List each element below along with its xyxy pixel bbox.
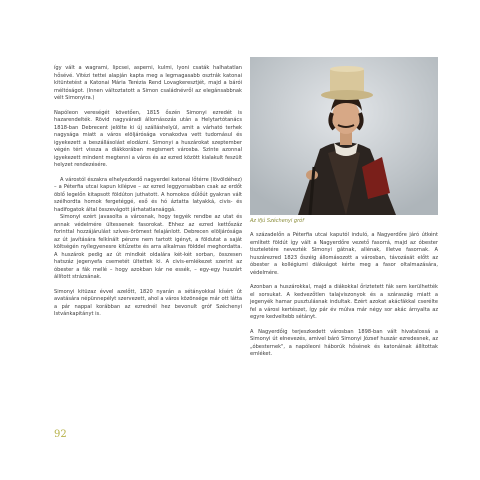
paragraph-4: Simonyi ezért javasolta a városnak, hogy tegyék rendbe az utat és annak védelmére ültessenek fasorokat. Ehhez az ezred kettőszáz forinttal hozzájárulást szíves-örömest felajánlott. Debrecen elöljárósága az út javítására felkínált pénzre nem tartott igényt, a földutat a saját költségén nyílegyenesre kitűzette és arra alkalmas földdel meghordatta. A huszárok pedig az út mindkét oldalára két-két sorban, összesen hatszáz jegenyefa csemetét ültettek ki. A civis-emlékezet szerint az óbester a fák mellé – hogy azokban kár ne essék, – egy-egy huszárt állított strázsának. bbox=[54, 214, 242, 280]
paragraph-2: Napóleon vereségét követően, 1815 őszén Simonyi ezredét is hazarendelték. Rövid nagyváradi állomásozás után a Helytartótanács 1818-ban Debrecent jelölte ki új szálláshelyül, amit a várható terhek nagysága miatt a város elöljárósága vonakodva vett tudomásul és igyekezett a beszállásolást elodázni. Simonyi a huszárokat szeptember végén tért vissza a diákkorában megismert városba. Szinte azonnal igyekezett mindent megtenni a város és az ezred között kialakult feszült helyzet rendezésére. bbox=[54, 109, 242, 168]
paragraph-7: Azonban a huszárokkal, majd a diákokkal őriztetett fák sem kerülhették el sorsukat. A kedvezőtlen talajviszonyok és a száraszág miatt a jegenyék hamar pusztulásnak indultak. Ezért azokat akácfákkal cserélte fel a városi kertészet, így pár év múlva már négy sor akác árnyalta az egyre kedveltebb sétányt. bbox=[250, 284, 438, 320]
image-caption: Az ifjú Széchenyi gróf bbox=[250, 218, 304, 224]
paragraph-3: A várostól északra elhelyezkedő nagyerdei katonai lőtérre (lövöldéhez) – a Péterfia utcai kapun kilépve – az ezred leggyorsabban csak az erdőt öblő legelőn kitapsott földúton juthatott. A homokos dűlőút gyakran vált szélhordta homok fergetéggé, eső és hó áztatta latyakká, civis- és hadifogatok által összevágott járhatatlansággá. bbox=[54, 176, 242, 213]
portrait-image bbox=[250, 57, 438, 215]
page-number: 92 bbox=[54, 429, 67, 440]
paragraph-1: így vált a wagrami, lipcsei, asperni, kulmi, lyoni csaták halhatatlan hősévé. Vitézi tettei alapján kapta meg a legmagasabb osztrák katonai kitüntetést a Katonai Mária Terézia Rend Lovagkeresztjét, majd a bárói méltóságot. (Innen változtatott a Simon családnévről az elegánsabbnak vélt Simonyira.) bbox=[54, 65, 242, 101]
paragraph-8: A Nagyerdőig terjeszkedett városban 1898-ban vált hivatalossá a Simonyi út elnevezés, amivel báró Simonyi József huszár ezredesnek, az „óbesternek", a napóleoni háborúk hősének és katonáinak állítottak emléket. bbox=[250, 328, 438, 357]
paragraph-5: Simonyi kitüzaz évvel azelőtt, 1820 nyarán a sétányokkal kísért út avatására népünnepélyt szervezett, ahol a város közönsége már ott látta a pár nappal korábban az ezrednél hez bevonult gróf Széchenyi Istvánkapitányt is. bbox=[54, 288, 242, 317]
left-column bbox=[54, 65, 242, 326]
paragraph-6: A századelőn a Péterfia utcai kaputól induló, a Nagyerdőre járó útként említett földút így vált a Nagyerdőre vezető fasorrá, majd az óbester tiszteletére nevezték Simonyi gátnak, allénak, illetve fasornak. A huszárezred 1823 őszéig állomásozott a városban, távozását előtt az óbester a kollégiumi diákságot kérte meg a fasor oltalmazására, védelmére. bbox=[250, 232, 438, 276]
portrait-painting-icon bbox=[250, 57, 438, 215]
right-column bbox=[250, 57, 438, 366]
